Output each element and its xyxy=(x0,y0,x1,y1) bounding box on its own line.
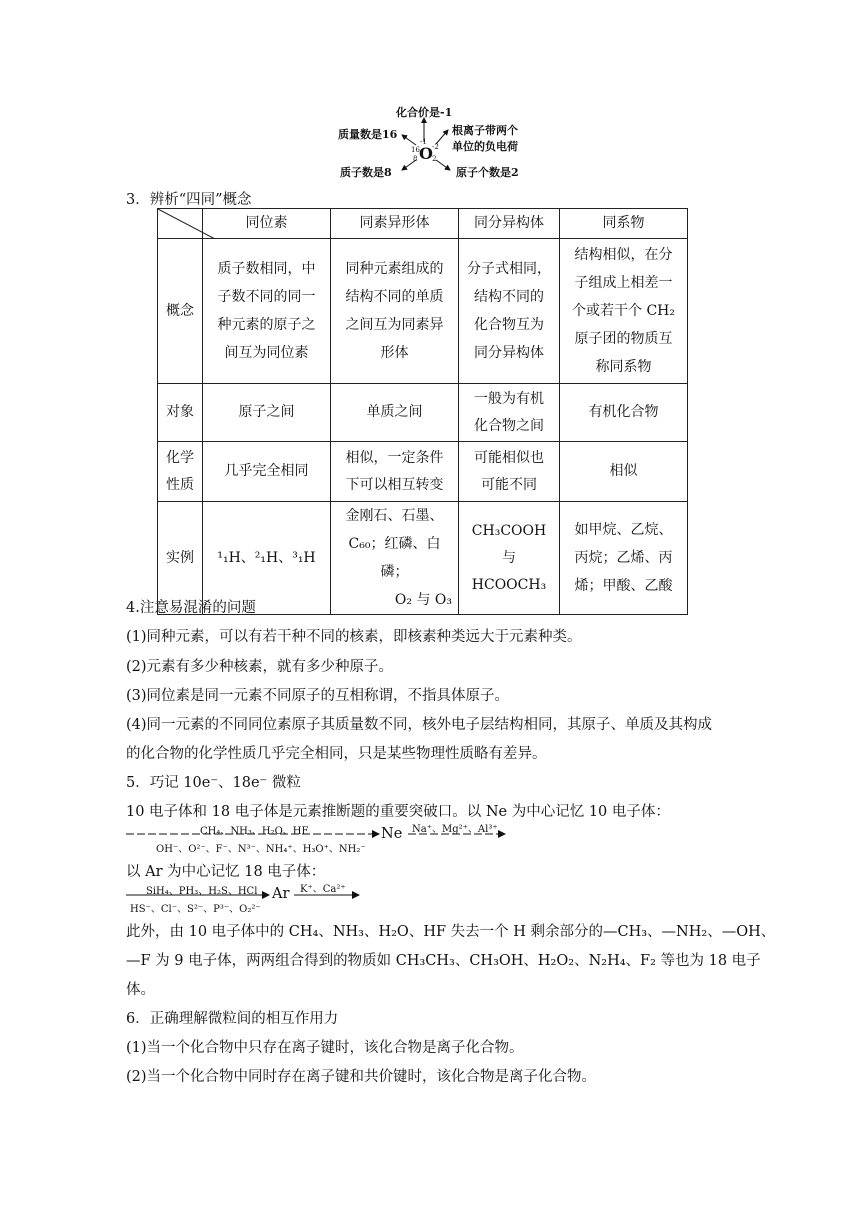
element-symbol: O xyxy=(419,144,433,163)
cell-line: O₂ 与 O₃ xyxy=(394,592,452,608)
cell-line: 原子之间 xyxy=(238,404,295,420)
cell-line: 形体 xyxy=(380,345,409,361)
cell-line: 性质 xyxy=(166,476,194,493)
cell-line: 结构相似，在分 xyxy=(574,247,673,263)
cell-line: CH₃COOH 与 xyxy=(471,522,547,566)
cell-line: 几乎完全相同 xyxy=(224,463,309,479)
cell-line: 称同系物 xyxy=(595,359,652,375)
section5-title: 5．巧记 10e⁻、18e⁻ 微粒 xyxy=(126,775,301,791)
cell-line: ¹₁H、²₁H、³₁H xyxy=(217,549,316,566)
cell-line: 分子式相同， xyxy=(467,261,551,277)
cell-line: 间互为同位素 xyxy=(224,345,309,361)
cell-line: 化合物互为 xyxy=(474,317,544,333)
valence-superscript: -1 xyxy=(420,138,427,146)
cell-line: 之间互为同素异 xyxy=(345,317,444,333)
table-cell xyxy=(331,442,459,502)
cell-line: 同分异构体 xyxy=(474,345,544,361)
cell-line: 原子团的物质互 xyxy=(574,331,673,347)
table-cell xyxy=(560,442,688,502)
cell-line: 种元素的原子之 xyxy=(217,317,316,333)
table-cell xyxy=(560,502,688,615)
proton-subscript: 8 xyxy=(413,155,418,163)
section5-extra: —F 为 9 电子体，两两组合得到的物质如 CH₃CH₃、CH₃OH、H₂O₂、N₂H₄、F₂ 等也为 18 电子 xyxy=(126,953,761,969)
cell-line: 金刚石、石墨、 xyxy=(345,508,444,524)
cell-line: 化学 xyxy=(166,449,194,466)
cell-line: 子组成上相差一 xyxy=(574,275,673,291)
ar-center: Ar xyxy=(272,886,290,902)
cell-line: 子数不同的同一 xyxy=(217,289,316,305)
section6-title: 6．正确理解微粒间的相互作用力 xyxy=(126,1011,339,1027)
table-header-row xyxy=(158,209,688,239)
table-cell xyxy=(459,384,560,442)
cell-line: 相似，一定条件 xyxy=(345,449,444,466)
section6-item: (2)当一个化合物中同时存在离子键和共价键时，该化合物是离子化合物。 xyxy=(126,1069,597,1085)
valence-label: 化合价是-1 xyxy=(396,106,453,119)
table-cell xyxy=(459,442,560,502)
section4-item: (4)同一元素的不同同位素原子其质量数不同，核外电子层结构相同，其原子、单质及其构成 xyxy=(126,717,713,733)
row-label: 对象 xyxy=(158,384,203,442)
table-row xyxy=(158,384,688,442)
cell-line: 可能相似也 xyxy=(474,449,544,466)
table-cell xyxy=(203,442,331,502)
cell-line: 烯；甲酸、乙酸 xyxy=(574,578,673,594)
section4-item: (1)同种元素，可以有若干种不同的核素，即核素种类远大于元素种类。 xyxy=(126,629,582,645)
cell-line: C₆₀；红磷、白磷； xyxy=(348,536,441,580)
atom-count-label: 原子个数是2 xyxy=(456,166,519,179)
table-cell xyxy=(560,239,688,384)
cell-line: 一般为有机 xyxy=(474,390,544,407)
ar-intro: 以 Ar 为中心记忆 18 电子体： xyxy=(126,864,326,880)
table-cell xyxy=(203,384,331,442)
table-cell xyxy=(459,502,560,615)
mass-superscript: 16 xyxy=(411,146,420,154)
table-cell xyxy=(331,239,459,384)
ar-right-top: K⁺、Ca²⁺ xyxy=(300,884,346,895)
ne-right-top: Na⁺、Mg²⁺、Al³⁺ xyxy=(412,824,498,835)
ion-charge-label: 根离子带两个 xyxy=(452,124,518,137)
ar-left-bottom: HS⁻、Cl⁻、S²⁻、P³⁻、O₂²⁻ xyxy=(130,904,261,915)
cell-line: 可能不同 xyxy=(481,476,537,493)
ion-charge-label-2: 单位的负电荷 xyxy=(452,140,518,153)
cell-line: 同种元素组成的 xyxy=(345,261,444,277)
table-row xyxy=(158,442,688,502)
cell-line: 化合物之间 xyxy=(474,417,544,434)
cell-line: 如甲烷、乙烷、 xyxy=(574,522,673,538)
ne-center: Ne xyxy=(381,826,403,842)
mass-number-label: 质量数是16 xyxy=(338,128,398,141)
cell-line: 相似 xyxy=(609,463,638,479)
cell-line: 结构不同的单质 xyxy=(345,289,444,305)
ne-left-bottom: OH⁻、O²⁻、F⁻、N³⁻、NH₄⁺、H₃O⁺、NH₂⁻ xyxy=(156,844,366,855)
section6-item: (1)当一个化合物中只存在离子键时，该化合物是离子化合物。 xyxy=(126,1040,524,1056)
header-cell: 同系物 xyxy=(560,209,688,239)
cell-line: 质子数相同，中 xyxy=(217,261,316,277)
corner-cell xyxy=(158,209,203,239)
table-cell xyxy=(331,502,459,615)
table-cell xyxy=(203,239,331,384)
cell-line: 单质之间 xyxy=(366,404,423,420)
header-cell: 同分异构体 xyxy=(459,209,560,239)
cell-line: 结构不同的 xyxy=(474,289,544,305)
row-label xyxy=(158,442,203,502)
table-cell xyxy=(560,384,688,442)
diagonal-line xyxy=(158,209,215,239)
section4-item: 的化合物的化学性质几乎完全相同，只是某些物理性质略有差异。 xyxy=(126,746,547,762)
table-row xyxy=(158,239,688,384)
header-cell: 同位素 xyxy=(203,209,331,239)
section4-item: (2)元素有多少种核素，就有多少种原子。 xyxy=(126,659,394,675)
charge-superscript: -2 xyxy=(432,143,439,151)
four-concepts-table xyxy=(157,208,688,615)
section4-item: (3)同位素是同一元素不同原子的互相称谓，不指具体原子。 xyxy=(126,688,510,704)
header-cell: 同素异形体 xyxy=(331,209,459,239)
ar-left-top: SiH₄、PH₃、H₂S、HCl xyxy=(146,886,258,897)
proton-number-label: 质子数是8 xyxy=(340,166,392,179)
section5-intro: 10 电子体和 18 电子体是元素推断题的重要突破口。以 Ne 为中心记忆 10 电子体： xyxy=(126,804,670,820)
cell-line: 下可以相互转变 xyxy=(345,476,444,493)
row-label: 概念 xyxy=(158,239,203,384)
section5-extra: 体。 xyxy=(126,982,155,998)
cell-line: 有机化合物 xyxy=(588,404,659,420)
cell-line: HCOOCH₃ xyxy=(471,576,547,593)
section5-extra: 此外，由 10 电子体中的 CH₄、NH₃、H₂O、HF 失去一个 H 剩余部分的—CH₃、—NH₂、—OH、 xyxy=(126,924,776,940)
row-label: 实例 xyxy=(158,502,203,615)
cell-line: 个或若干个 CH₂ xyxy=(572,303,675,319)
atom-subscript: 2 xyxy=(432,155,437,163)
table-cell xyxy=(331,384,459,442)
section4-title: 4.注意易混淆的问题 xyxy=(126,600,256,616)
section3-title: 3．辨析“四同”概念 xyxy=(126,192,252,208)
ne-left-top: CH₄、NH₃、H₂O、HF xyxy=(200,826,309,837)
cell-line: 丙烷；乙烯、丙 xyxy=(574,550,673,566)
table-cell xyxy=(459,239,560,384)
